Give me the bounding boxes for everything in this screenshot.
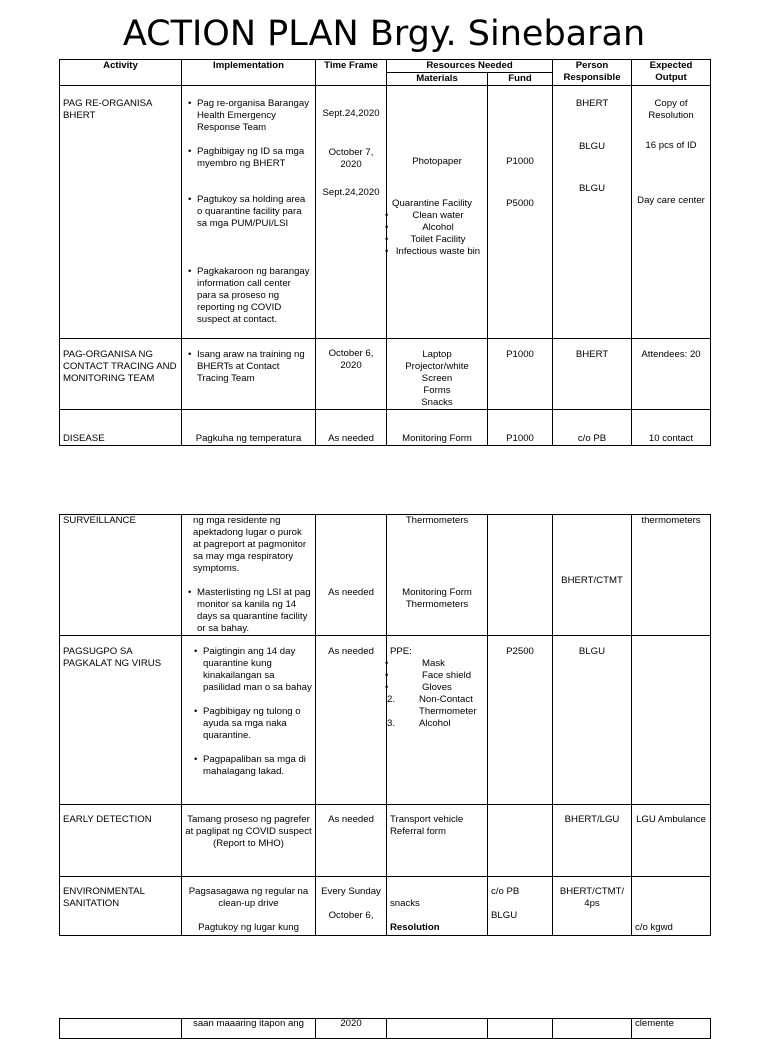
header-materials: Materials: [387, 73, 488, 86]
materials-cell: [387, 877, 488, 936]
time-frame-cell: As needed: [316, 410, 387, 446]
activity-cell: ENVIRONMENTAL SANITATION: [60, 877, 182, 936]
implementation-cell: [182, 339, 316, 410]
materials-text: Referral form: [390, 826, 446, 837]
list-item: • Masterlisting ng LSI at pag monitor sa kanila ng 14 days sa quarantine facility or sa bahay.: [193, 587, 312, 635]
table-row: [60, 636, 711, 805]
output-cell: LGU Ambulance: [632, 805, 711, 877]
fund-cell: P2500: [488, 636, 553, 805]
person-cell: BHERT/CTMT: [553, 515, 632, 636]
list-item: • Face shield: [390, 670, 484, 682]
materials-cell: [387, 339, 488, 410]
materials-cell: [387, 515, 488, 636]
time-frame-cell: October 6, 2020: [316, 339, 387, 410]
page-title: ACTION PLAN Brgy. Sinebaran: [122, 14, 646, 54]
implementation-text: Pagsasagawa ng regular na clean-up drive: [188, 886, 309, 909]
implementation-cell: [182, 877, 316, 936]
item-text: Non-Contact Thermometer: [419, 694, 477, 717]
table-row: [60, 805, 711, 877]
output-text: Copy of Resolution: [648, 98, 694, 121]
fund-cell: [488, 86, 553, 339]
materials-text: Thermometers: [405, 515, 469, 526]
output-text: 16 pcs of ID: [645, 140, 697, 151]
header-activity: Activity: [60, 60, 182, 86]
list-item: • Isang araw na training ng BHERTs at Contact Tracing Team: [193, 349, 312, 385]
materials-text: Thermometers: [405, 599, 469, 610]
header-time-frame: Time Frame: [316, 60, 387, 86]
output-cell: [632, 86, 711, 339]
person-cell: BHERT/LGU: [553, 805, 632, 877]
fund-cell: P1000: [488, 410, 553, 446]
output-cell: [632, 636, 711, 805]
implementation-text: ng mga residente ng apektadong lugar o purok at pagreport at pagmonitor sa may mga respiratory symptoms.: [193, 515, 307, 574]
implementation-cell: Pagkuha ng temperatura: [182, 410, 316, 446]
activity-cell: [60, 1019, 182, 1039]
table-row: [60, 86, 711, 339]
materials-text: Resolution: [390, 922, 440, 933]
person-text: BLGU: [578, 141, 606, 152]
person-cell: [553, 86, 632, 339]
activity-cell: PAGSUGPO SA PAGKALAT NG VIRUS: [60, 636, 182, 805]
fund-cell: [488, 1019, 553, 1039]
materials-text: PPE:: [390, 646, 412, 657]
materials-text: Forms: [423, 385, 451, 396]
output-text: Day care center: [637, 195, 705, 206]
time-frame-text: Every Sunday: [321, 886, 381, 897]
activity-cell: PAG RE-ORGANISA BHERT: [60, 86, 182, 339]
materials-text: Photopaper: [412, 156, 462, 167]
output-cell: thermometers: [632, 515, 711, 636]
materials-text: Laptop: [422, 349, 452, 360]
implementation-cell: [182, 515, 316, 636]
fund-cell: [488, 515, 553, 636]
time-frame-cell: As needed: [316, 636, 387, 805]
materials-text: Projector/white: [405, 361, 469, 372]
item-number: 2.: [387, 694, 396, 705]
header-person-responsible: Person Responsible: [553, 60, 632, 86]
activity-cell: PAG-ORGANISA NG CONTACT TRACING AND MONITORING TEAM: [60, 339, 182, 410]
list-item: • Mask: [390, 658, 484, 670]
time-frame-cell: As needed: [316, 805, 387, 877]
list-item: • Paigtingin ang 14 day quarantine kung kinakailangan sa pasilidad man o sa bahay: [199, 646, 312, 694]
output-cell: Attendees: 20: [632, 339, 711, 410]
header-implementation: Implementation: [182, 60, 316, 86]
list-item: • Pagbibigay ng ID sa mga myembro ng BHERT: [193, 146, 312, 170]
materials-text: Screen: [421, 373, 453, 384]
list-item: • Pagtukoy sa holding area o quarantine facility para sa mga PUM/PUI/LSI: [193, 194, 312, 230]
table-row: [60, 515, 711, 636]
header-expected-output: Expected Output: [632, 60, 711, 86]
time-frame-text: Sept.24,2020: [322, 187, 380, 198]
table-row: [60, 877, 711, 936]
materials-text: snacks: [390, 898, 420, 909]
activity-cell: SURVEILLANCE: [60, 515, 182, 636]
time-frame-cell: 2020: [316, 1019, 387, 1039]
time-frame-text: October 7, 2020: [328, 147, 374, 170]
fund-cell: [488, 805, 553, 877]
time-frame-cell: [316, 86, 387, 339]
table-row: [60, 410, 711, 446]
list-item: • Pagpapaliban sa mga di mahalagang lakad.: [199, 754, 312, 778]
person-cell: BHERT: [553, 339, 632, 410]
person-cell: BLGU: [553, 636, 632, 805]
person-cell: BHERT/CTMT/ 4ps: [553, 877, 632, 936]
list-item: • Pag re-organisa Barangay Health Emergency Response Team: [193, 98, 312, 134]
table-row: [60, 339, 711, 410]
materials-cell: [387, 1019, 488, 1039]
fund-text: P5000: [506, 198, 534, 209]
person-cell: [553, 1019, 632, 1039]
list-item: • Clean water: [390, 210, 484, 222]
fund-text: c/o PB: [491, 886, 520, 897]
time-frame-text: October 6,: [328, 910, 374, 921]
header-fund: Fund: [488, 73, 553, 86]
list-item: • Pagbibigay ng tulong o ayuda sa mga naka quarantine.: [199, 706, 312, 742]
action-plan-table-part3: [59, 1018, 711, 1039]
list-item: • Pagkakaroon ng barangay information call center para sa proseso ng reporting ng COVID suspect at contact.: [193, 266, 312, 326]
materials-cell: [387, 86, 488, 339]
time-frame-cell: [316, 877, 387, 936]
fund-text: P1000: [506, 156, 534, 167]
fund-cell: P1000: [488, 339, 553, 410]
materials-text: Transport vehicle: [390, 814, 464, 825]
time-frame-text: Sept.24,2020: [322, 108, 380, 119]
materials-text: Quarantine Facility: [392, 198, 472, 209]
materials-text: Snacks: [421, 397, 453, 408]
list-item: • Toilet Facility: [390, 234, 484, 246]
implementation-cell: [182, 636, 316, 805]
list-item: • Gloves: [390, 682, 484, 694]
materials-cell: Monitoring Form: [387, 410, 488, 446]
item-number: 3.: [387, 718, 396, 729]
time-frame-cell: As needed: [316, 515, 387, 636]
header-resources-needed: Resources Needed: [387, 60, 553, 73]
table-row: [60, 1019, 711, 1039]
list-item: • Infectious waste bin: [390, 246, 484, 258]
activity-cell: EARLY DETECTION: [60, 805, 182, 877]
materials-cell: [387, 805, 488, 877]
list-item: • Alcohol: [390, 222, 484, 234]
numbered-item: [387, 694, 484, 718]
output-cell: clemente: [632, 1019, 711, 1039]
person-text: BHERT: [575, 98, 609, 109]
action-plan-table-part2: [59, 514, 711, 936]
output-cell: 10 contact: [632, 410, 711, 446]
materials-text: Monitoring Form: [402, 587, 472, 598]
implementation-cell: Tamang proseso ng pagrefer at paglipat ng COVID suspect (Report to MHO): [182, 805, 316, 877]
implementation-cell: [182, 86, 316, 339]
materials-cell: [387, 636, 488, 805]
activity-cell: DISEASE: [60, 410, 182, 446]
person-text: BLGU: [578, 183, 606, 194]
implementation-text: Pagtukoy ng lugar kung: [198, 922, 299, 933]
implementation-cell: saan maaaring itapon ang: [182, 1019, 316, 1039]
output-cell: c/o kgwd: [632, 877, 711, 936]
person-cell: c/o PB: [553, 410, 632, 446]
action-plan-table-part1: [59, 59, 711, 446]
numbered-item: [387, 718, 484, 730]
fund-cell: [488, 877, 553, 936]
fund-text: BLGU: [491, 910, 518, 921]
item-text: Alcohol: [419, 718, 451, 729]
